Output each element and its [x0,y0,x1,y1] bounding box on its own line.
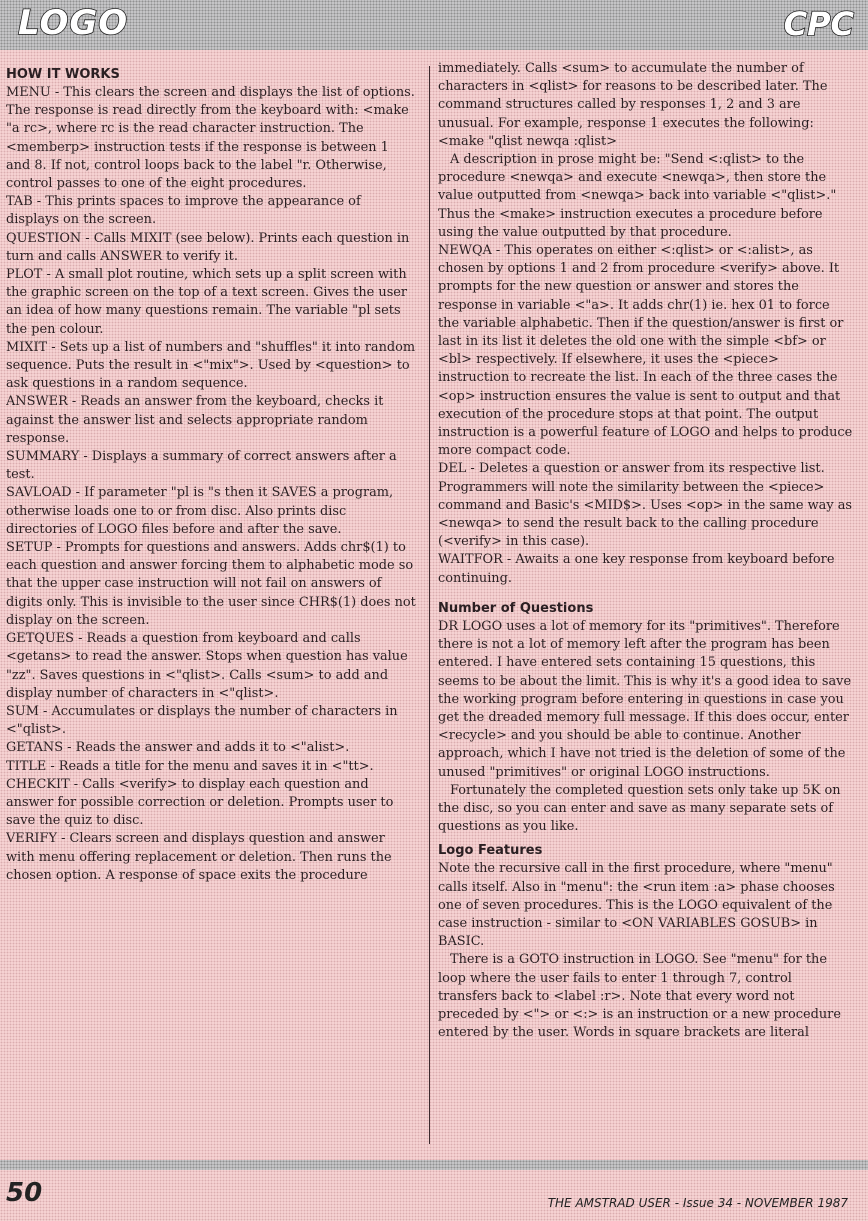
verify-continued-paragraph: immediately. Calls <sum> to accumulate the number of characters in <qlist> for reasons to be described later. The command structures called by responses 1, 2 and 3 are unusual. For example, response 1 executes the following: <make "qlist newqa :qlist> [438,61,828,149]
entry-waitfor: WAITFOR - Awaits a one key response from keyboard before continuing. [438,552,835,586]
entry-answer: ANSWER - Reads an answer from the keyboard, checks it against the answer list and selects appropriate random response. [6,394,384,446]
right-column [438,60,853,1153]
entry-getans: GETANS - Reads the answer and adds it to <"alist>. [6,740,350,756]
entry-newqa: NEWQA - This operates on either <:qlist> or <:alist>, as chosen by options 1 and 2 from procedure <verify> above. It prompts for the new question or answer and stores the response in variable <"a>. It adds chr(1) ie. hex 01 to force the variable alphabetic. Then if the question/answer is first or last in its list it deletes the old one with the simple <bf> or <bl> respectively. If elsewhere, it uses the <piece> instruction to recreate the list. In each of the three cases the <op> instruction ensures the value is sent to output and that execution of the procedure stops at that point. The output instruction is a powerful feature of LOGO and helps to produce more compact code. [438,243,853,459]
logo-features-paragraph-1: Note the recursive call in the first procedure, where "menu" calls itself. Also in "menu": the <run item :a> phase chooses one of seven procedures. This is the LOGO equivalent of the case instruction - similar to <ON VARIABLES GOSUB> in BASIC. [438,861,835,950]
logo-features-heading: Logo Features [438,843,543,859]
section-title-cpc: CPC [783,5,854,43]
prose-description-paragraph: A description in prose might be: "Send <:qlist> to the procedure <newqa> and execute <newqa>, then store the value outputted from <newqa> back into variable <"qlist>." Thus the <make> instruction executes a procedure before using the value outputted by that procedure. [438,152,837,240]
entry-verify: VERIFY - Clears screen and displays question and answer with menu offering replacement or deletion. Then runs the chosen option. A response of space exits the procedure [6,831,392,883]
number-of-questions-paragraph-2: Fortunately the completed question sets only take up 5K on the disc, so you can enter and save as many separate sets of questions as you like. [438,782,841,835]
entry-checkit: CHECKIT - Calls <verify> to display each question and answer for possible correction or deletion. Prompts user to save the quiz to disc. [6,776,394,829]
entry-getques: GETQUES - Reads a question from keyboard and calls <getans> to read the answer. Stops when question has value "zz". Saves questions in <"qlist>. Calls <sum> to add and display number of characters in <"qlist>. [6,631,408,701]
number-of-questions-paragraph-1: DR LOGO uses a lot of memory for its "primitives". Therefore there is not a lot of memory left after the program has been entered. I have entered sets containing 15 questions, this seems to be about the limit. This is why it's a good idea to save the working program before entering in questions in case you get the dreaded memory full message. If this does occur, enter <recycle> and you should be able to continue. Another approach, which I have not tried is the deletion of some of the unused "primitives" or original LOGO instructions. [438,618,852,780]
entry-question: QUESTION - Calls MIXIT (see below). Prints each question in turn and calls ANSWER to verify it. [6,230,410,264]
issue-line: THE AMSTRAD USER - Issue 34 - NOVEMBER 1987 [547,1196,848,1210]
entry-savload: SAVLOAD - If parameter "pl is "s then it SAVES a program, otherwise loads one to or from disc. Also prints disc directories of LOGO files before and after the save. [6,485,394,537]
section-title-logo: LOGO [18,3,129,43]
header-banner [0,0,868,50]
entry-setup: SETUP - Prompts for questions and answers. Adds chr$(1) to each question and answer forcing them to alphabetic mode so that the upper case instruction will not fail on answers of digits only. This is invisible to the user since CHR$(1) does not display on the screen. [6,540,416,628]
entry-del: DEL - Deletes a question or answer from its respective list. Programmers will note the similarity between the <piece> command and Basic's <MID$>. Uses <op> in the same way as <newqa> to send the result back to the calling procedure (<verify> in this case). [438,461,853,550]
entry-menu: MENU - This clears the screen and displays the list of options. The response is read directly from the keyboard with: <make "a rc>, where rc is the read character instruction. The <memberp> instruction tests if the response is between 1 and 8. If not, control loops back to the label "r. Otherwise, control passes to one of the eight procedures. [6,85,415,192]
entry-tab: TAB - This prints spaces to improve the appearance of displays on the screen. [6,194,361,228]
left-column [6,60,416,1153]
entry-sum: SUM - Accumulates or displays the number of characters in <"qlist>. [6,703,398,738]
entry-title: TITLE - Reads a title for the menu and saves it in <"tt>. [6,758,374,774]
entry-summary: SUMMARY - Displays a summary of correct answers after a test. [6,449,397,483]
logo-features-paragraph-2: There is a GOTO instruction in LOGO. See "menu" for the loop where the user fails to enter 1 through 7, control transfers back to <label :r>. Note that every word not preceded by <"> or <:> is an instruction or a new procedure entered by the user. Words in square brackets are literal [438,952,841,1041]
footer-banner [0,1160,868,1170]
page-number: 50 [6,1178,43,1208]
how-it-works-heading: HOW IT WORKS [6,67,120,82]
column-divider [429,66,430,1144]
entry-plot: PLOT - A small plot routine, which sets up a split screen with the graphic screen on the top of a text screen. Gives the user an idea of how many questions remain. The variable "pl sets the pen colour. [6,267,408,337]
number-of-questions-heading: Number of Questions [438,600,594,616]
entry-mixit: MIXIT - Sets up a list of numbers and "shuffles" it into random sequence. Puts the result in <"mix">. Used by <question> to ask questions in a random sequence. [6,339,416,392]
